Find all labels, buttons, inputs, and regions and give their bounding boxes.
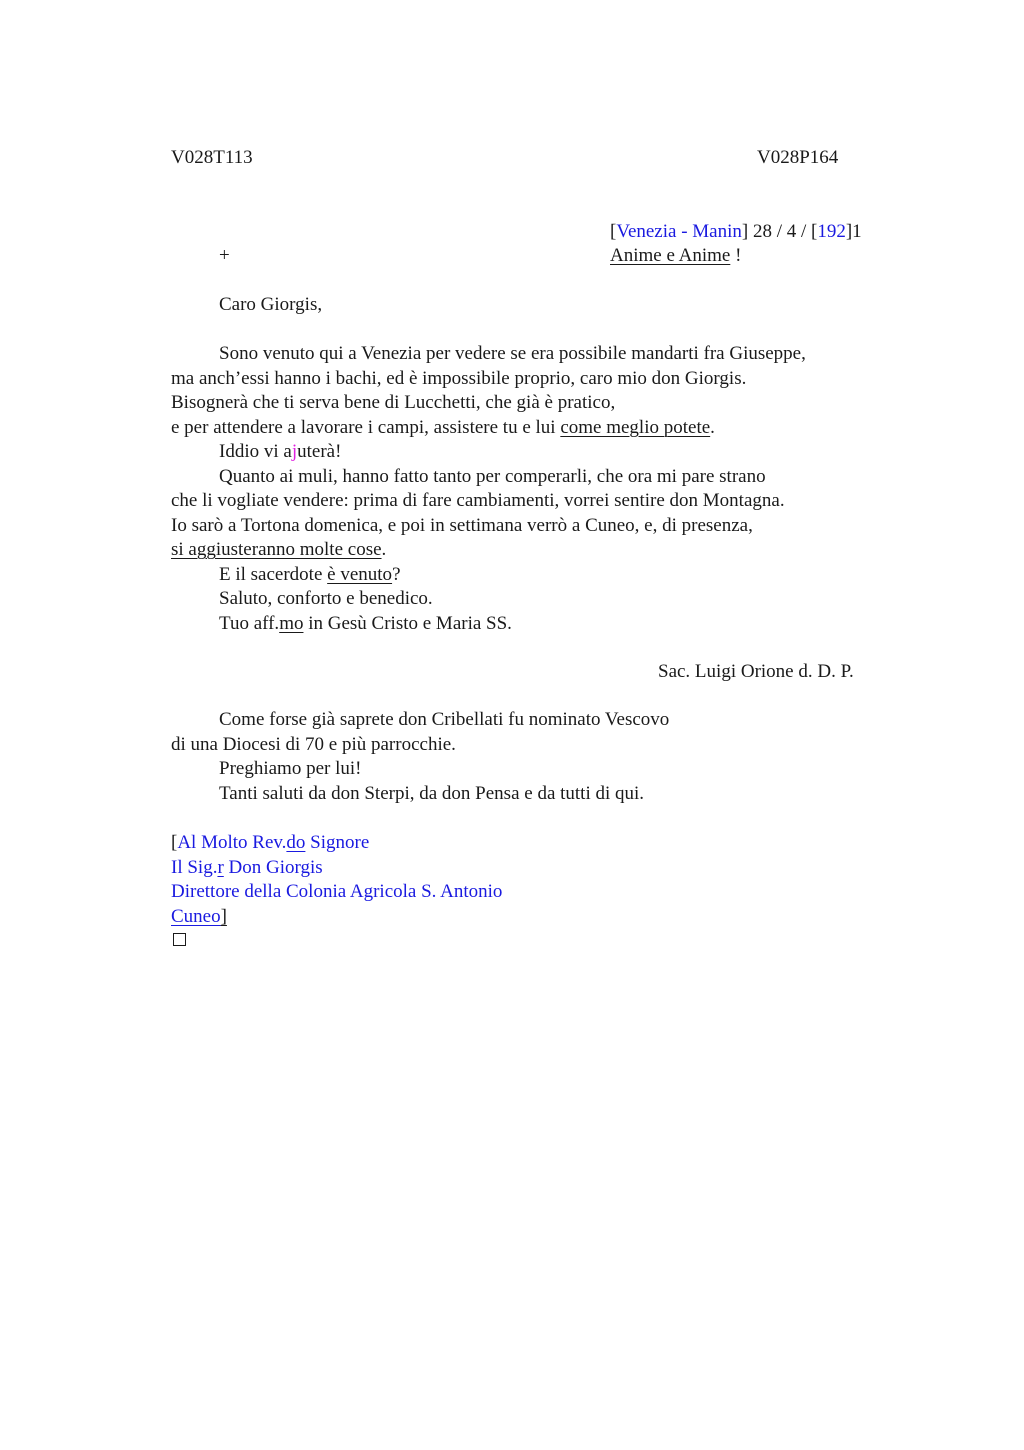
body-line: ma anch’essi hanno i bachi, ed è impossibile proprio, caro mio don Giorgis. xyxy=(171,367,747,389)
body-text: . xyxy=(710,416,715,438)
address-text: Il Sig. xyxy=(171,856,218,878)
body-line xyxy=(171,563,806,588)
dateline-date: ] 28 / 4 / [ xyxy=(741,221,818,242)
underlined-text: è venuto xyxy=(327,563,393,585)
address-line: Direttore della Colonia Agricola S. Antonio xyxy=(171,881,503,902)
motto-tail: ! xyxy=(730,245,742,266)
underlined-text: si aggiusteranno molte cose xyxy=(171,539,382,560)
body-text: in Gesù Cristo e Maria SS. xyxy=(303,612,512,634)
bracket: [ xyxy=(171,832,178,853)
body-line: Saluto, conforto e benedico. xyxy=(219,588,433,609)
salutation: Caro Giorgis, xyxy=(219,294,323,315)
document-code-right: V028P164 xyxy=(757,147,839,168)
body-line: Sono venuto qui a Venezia per vedere se era possibile mandarti fra Giuseppe, xyxy=(219,343,806,364)
motto-text: Anime e Anime xyxy=(610,245,731,266)
address-block xyxy=(171,831,502,929)
body-text: uterà! xyxy=(297,441,342,462)
square-symbol-icon xyxy=(173,933,186,946)
address-line xyxy=(171,856,502,881)
letter-body xyxy=(171,342,806,636)
address-text: Al Molto Rev. xyxy=(177,832,287,853)
postscript-line: Tanti saluti da don Sterpi, da don Pensa e da tutti di qui. xyxy=(219,782,645,804)
body-line: Bisognerà che ti serva bene di Lucchetti, che già è pratico, xyxy=(171,392,616,413)
body-line: Io sarò a Tortona domenica, e poi in settimana verrò a Cuneo, e, di presenza, xyxy=(171,514,753,536)
signature: Sac. Luigi Orione d. D. P. xyxy=(658,661,854,682)
address-text: Signore xyxy=(305,832,370,853)
postscript xyxy=(171,708,669,806)
address-underlined: Cuneo xyxy=(171,905,221,927)
body-text: . xyxy=(381,539,387,560)
cross-mark: + xyxy=(219,245,230,266)
body-line xyxy=(171,538,806,563)
underlined-text: come meglio potete xyxy=(560,416,711,438)
address-line xyxy=(171,905,502,930)
highlighted-letter: j xyxy=(291,441,298,462)
postscript-line: di una Diocesi di 70 e più parrocchie. xyxy=(171,733,456,755)
body-line: Quanto ai muli, hanno fatto tanto per comperarli, che ora mi pare strano xyxy=(219,465,766,487)
document-code-left: V028T113 xyxy=(171,147,253,168)
body-line xyxy=(171,416,806,441)
address-underlined: do xyxy=(286,832,306,853)
body-line: che li vogliate vendere: prima di fare cambiamenti, vorrei sentire don Montagna. xyxy=(171,490,785,511)
dateline-year-part: 192 xyxy=(817,221,846,242)
body-text: E il sacerdote xyxy=(219,563,328,585)
body-line xyxy=(171,440,806,465)
address-line xyxy=(171,831,502,856)
dateline-place: Venezia - Manin xyxy=(616,221,742,242)
dateline-close: ]1 xyxy=(845,221,862,242)
motto xyxy=(610,244,741,269)
address-text: Don Giorgis xyxy=(223,856,323,878)
body-text: Tuo aff. xyxy=(219,612,280,634)
underlined-text: mo xyxy=(279,612,304,634)
body-text: Iddio vi a xyxy=(219,441,292,462)
body-text: e per attendere a lavorare i campi, assistere tu e lui xyxy=(171,416,561,438)
dateline xyxy=(610,220,862,245)
dateline-open-bracket: [ xyxy=(610,221,617,242)
bracket: ] xyxy=(220,905,227,927)
body-text: ? xyxy=(392,563,401,585)
postscript-line: Come forse già saprete don Cribellati fu nominato Vescovo xyxy=(219,709,670,730)
body-line xyxy=(171,612,806,637)
postscript-line: Preghiamo per lui! xyxy=(219,758,362,779)
address-underlined: r xyxy=(217,856,224,878)
